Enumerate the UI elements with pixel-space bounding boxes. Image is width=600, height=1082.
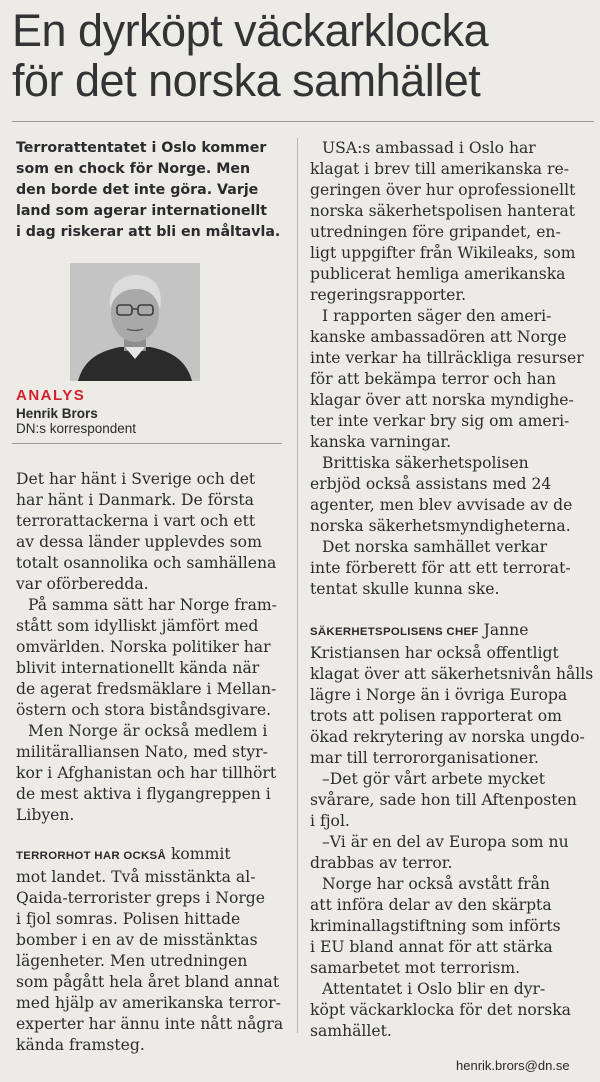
- text-line: norska säkerhetspolisen hanterat: [310, 202, 576, 220]
- text-line: ligt uppgifter från Wikileaks, som: [310, 244, 576, 262]
- text-line: i fjol somras. Polisen hittade: [16, 910, 241, 928]
- text-line: klagat över att säkerhetsnivån hålls: [310, 665, 594, 683]
- text-line: inte förberett för att ett terrorat-: [310, 559, 571, 577]
- text-line: var oförberedda.: [16, 575, 149, 593]
- text-line: kanska varningar.: [310, 433, 452, 451]
- paragraph: [306, 874, 592, 979]
- text-line: –Det gör vårt arbete mycket: [322, 770, 546, 788]
- text-line: Attentatet i Oslo blir en dyr-: [322, 980, 546, 998]
- text-line: Brittiska säkerhetspolisen: [322, 454, 529, 472]
- ingress-line: Terrorattentatet i Oslo kommer: [16, 140, 267, 156]
- text-line: östern och stora biståndsgivare.: [16, 701, 272, 719]
- text-line: –Vi är en del av Europa som nu: [322, 833, 569, 851]
- text-line: Det norska samhället verkar: [322, 538, 548, 556]
- text-line: bomber i en av de misstänktas: [16, 931, 258, 949]
- text-line: i fjol.: [310, 812, 350, 830]
- paragraph: [306, 979, 592, 1042]
- headline: [12, 6, 592, 106]
- text-line: köpt väckarklocka för det norska: [310, 1001, 571, 1019]
- left-column: [12, 138, 294, 1056]
- text-line: trots att polisen rapporterat om: [310, 707, 562, 725]
- text-line: klagar över att norska myndighe-: [310, 391, 574, 409]
- headline-line-2: för det norska samhället: [12, 55, 481, 106]
- section-label: ANALYS: [16, 387, 86, 404]
- text-line: militäralliansen Nato, med styr-: [16, 743, 268, 761]
- author-email: henrik.brors@dn.se: [456, 1058, 570, 1073]
- paragraph: [306, 306, 592, 453]
- text-line: kor i Afghanistan och har tillhört: [16, 764, 277, 782]
- text-line: de mest aktiva i flygangreppen i: [16, 785, 271, 803]
- text-line: Qaida-terrorister greps i Norge: [16, 889, 266, 907]
- text-line: terrorattackerna i vart och ett: [16, 512, 256, 530]
- text-line: i EU bland annat för att stärka: [310, 938, 553, 956]
- text-line: de agerat fredsmäklare i Mellan-: [16, 680, 277, 698]
- text-line: geringen över hur oprofessionellt: [310, 181, 576, 199]
- text-line: Men Norge är också medlem i: [28, 722, 268, 740]
- text-line: utredningen före gripandet, en-: [310, 223, 561, 241]
- ingress-line: land som agerar internationellt: [16, 203, 268, 219]
- paragraph: [12, 721, 294, 826]
- left-body: [12, 469, 294, 1056]
- text-line: kanske ambassadören att Norge: [310, 328, 567, 346]
- text-line: samhället.: [310, 1022, 392, 1040]
- text-line: ter inte verkar bry sig om ameri-: [310, 412, 570, 430]
- author-portrait-icon: [70, 263, 200, 381]
- text-line: Libyen.: [16, 806, 75, 824]
- text-line: lägre i Norge än i övriga Europa: [310, 686, 568, 704]
- kicker: TERRORHOT HAR OCKSÅ: [16, 850, 166, 862]
- paragraph: [306, 537, 592, 600]
- author-photo: [70, 263, 200, 381]
- paragraph: [306, 769, 592, 832]
- text-line: omvärlden. Norska politiker har: [16, 638, 271, 656]
- text-line: av dessa länder upplevdes som: [16, 533, 262, 551]
- text-line: I rapporten säger den ameri-: [322, 307, 552, 325]
- text-line: [310, 620, 592, 643]
- text-line: mot landet. Två misstänkta al-: [16, 868, 256, 886]
- text-line: På samma sätt har Norge fram-: [28, 596, 277, 614]
- text-line: svårare, sade hon till Aftenposten: [310, 791, 577, 809]
- text-line: blivit internationellt kända när: [16, 659, 260, 677]
- text-line: ökad rekrytering av norska ungdo-: [310, 728, 585, 746]
- ingress-line: den borde det inte göra. Varje: [16, 182, 259, 198]
- text-line: kända framsteg.: [16, 1036, 145, 1054]
- text-line: klagat i brev till amerikanska re-: [310, 160, 569, 178]
- paragraph: [306, 832, 592, 874]
- paragraph: [12, 595, 294, 721]
- text-line: drabbas av terror.: [310, 854, 453, 872]
- author-role: DN:s korrespondent: [16, 421, 137, 436]
- text-line: med hjälp av amerikanska terror-: [16, 994, 281, 1012]
- byline-rule: [12, 443, 282, 444]
- text-line: USA:s ambassad i Oslo har: [322, 139, 536, 157]
- text-line: erbjöd också assistans med 24: [310, 475, 552, 493]
- text-line: stått som idylliskt jämfört med: [16, 617, 259, 635]
- text-line: för att bekämpa terror och han: [310, 370, 557, 388]
- kicker: SÄKERHETSPOLISENS CHEF: [310, 626, 479, 638]
- text-line: inte verkar ha tillräckliga resurser: [310, 349, 584, 367]
- text-line: mar till terrororganisationer.: [310, 749, 539, 767]
- column-divider: [297, 138, 298, 1033]
- text-line: kriminallagstiftning som införts: [310, 917, 561, 935]
- text-line: publicerat hemliga amerikanska: [310, 265, 566, 283]
- text-line: tentat skulle kunna ske.: [310, 580, 500, 598]
- text-line: [16, 844, 294, 867]
- text-line: totalt osannolika och samhällena: [16, 554, 277, 572]
- author-name: Henrik Brors: [16, 406, 98, 421]
- paragraph-kicker: [12, 844, 294, 1056]
- text-line: regeringsrapporter.: [310, 286, 467, 304]
- paragraph: [12, 469, 294, 595]
- paragraph: [306, 138, 592, 306]
- kicker-rest: Janne: [478, 621, 529, 639]
- right-column: [306, 138, 592, 1042]
- text-line: norska säkerhetsmyndigheterna.: [310, 517, 571, 535]
- text-line: lägenheter. Men utredningen: [16, 952, 248, 970]
- ingress-line: i dag riskerar att bli en måltavla.: [16, 224, 281, 240]
- text-line: Det har hänt i Sverige och det: [16, 470, 256, 488]
- text-line: agenter, men blev avvisade av de: [310, 496, 573, 514]
- ingress-line: som en chock för Norge. Men: [16, 161, 251, 177]
- text-line: att införa delar av den skärpta: [310, 896, 552, 914]
- text-line: har hänt i Danmark. De första: [16, 491, 254, 509]
- kicker-rest: kommit: [165, 845, 231, 863]
- headline-line-1: En dyrköpt väckarklocka: [12, 5, 489, 56]
- ingress: [12, 138, 294, 243]
- text-line: experter har ännu inte nått några: [16, 1015, 284, 1033]
- headline-rule: [12, 121, 594, 122]
- paragraph-kicker: [306, 620, 592, 769]
- text-line: som pågått hela året bland annat: [16, 973, 280, 991]
- text-line: Norge har också avstått från: [322, 875, 550, 893]
- text-line: Kristiansen har också offentligt: [310, 644, 559, 662]
- paragraph: [306, 453, 592, 537]
- text-line: samarbetet mot terrorism.: [310, 959, 521, 977]
